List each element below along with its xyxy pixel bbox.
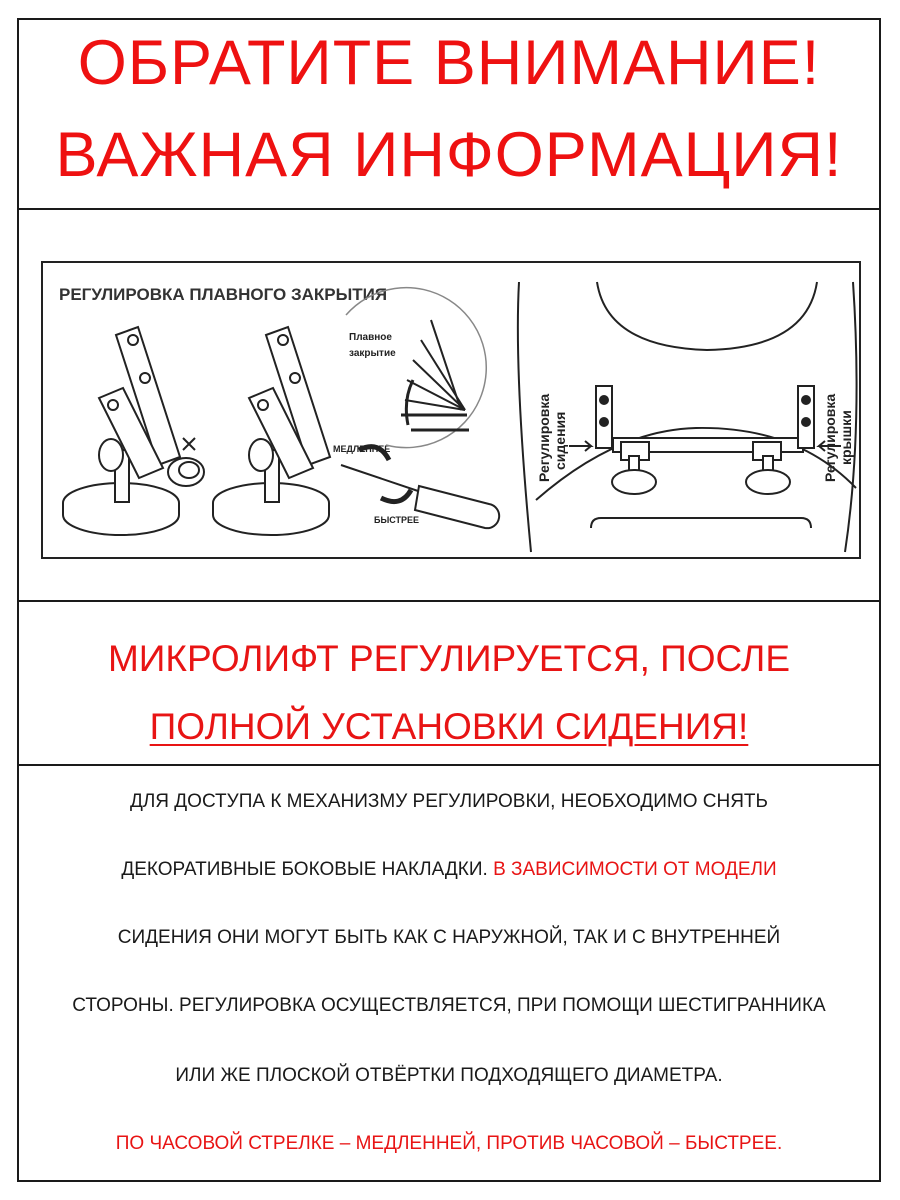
instructions-section (19, 766, 879, 1180)
label-lid-adjust-2: крышки (838, 410, 854, 465)
instruction-line-3: СИДЕНИЯ ОНИ МОГУТ БЫТЬ КАК С НАРУЖНОЙ, ТАК И С ВНУТРЕННЕЙ (117, 927, 781, 948)
instruction-sheet (17, 18, 881, 1182)
diagram-title: РЕГУЛИРОВКА ПЛАВНОГО ЗАКРЫТИЯ (59, 285, 388, 304)
label-slower: МЕДЛЕННЕЕ (333, 444, 391, 454)
notice-line-1: МИКРОЛИФТ РЕГУЛИРУЕТСЯ, ПОСЛЕ (107, 638, 791, 679)
instruction-line-2 (19, 860, 879, 879)
microlift-notice-section (19, 602, 879, 766)
instruction-line-2-black: ДЕКОРАТИВНЫЕ БОКОВЫЕ НАКЛАДКИ. (121, 859, 488, 880)
seat-top-view (518, 282, 857, 552)
screwdriver-illustration (341, 447, 499, 528)
label-faster: БЫСТРЕЕ (374, 515, 420, 525)
label-seat-adjust-1: Регулировка (536, 393, 552, 482)
headline-attention: ОБРАТИТЕ ВНИМАНИЕ! (77, 28, 821, 98)
instruction-line-6: ПО ЧАСОВОЙ СТРЕЛКЕ – МЕДЛЕННЕЙ, ПРОТИВ ЧАСОВОЙ – БЫСТРЕЕ. (115, 1133, 783, 1154)
soft-close-adjustment-diagram (41, 260, 861, 560)
label-smooth-close-1: Плавное (349, 332, 392, 343)
soft-close-detail (346, 288, 486, 448)
diagram-section (19, 210, 879, 602)
label-smooth-close-2: закрытие (349, 348, 396, 359)
label-seat-adjust-2: сидения (552, 411, 568, 470)
hinge-illustration-1 (63, 327, 204, 535)
instruction-line-1: ДЛЯ ДОСТУПА К МЕХАНИЗМУ РЕГУЛИРОВКИ, НЕОБХОДИМО СНЯТЬ (129, 791, 769, 812)
notice-line-2 (19, 708, 879, 745)
instruction-line-5: ИЛИ ЖЕ ПЛОСКОЙ ОТВЁРТКИ ПОДХОДЯЩЕГО ДИАМЕТРА. (175, 1065, 723, 1086)
title-section (19, 20, 879, 210)
instruction-line-4: СТОРОНЫ. РЕГУЛИРОВКА ОСУЩЕСТВЛЯЕТСЯ, ПРИ ПОМОЩИ ШЕСТИГРАННИКА (72, 995, 826, 1016)
label-lid-adjust-1: Регулировка (822, 393, 838, 482)
notice-line-2-text: ПОЛНОЙ УСТАНОВКИ СИДЕНИЯ! (149, 706, 749, 747)
headline-important-info: ВАЖНАЯ ИНФОРМАЦИЯ! (55, 120, 843, 190)
instruction-line-2-red: В ЗАВИСИМОСТИ ОТ МОДЕЛИ (493, 859, 777, 880)
hinge-illustration-2 (213, 327, 330, 535)
